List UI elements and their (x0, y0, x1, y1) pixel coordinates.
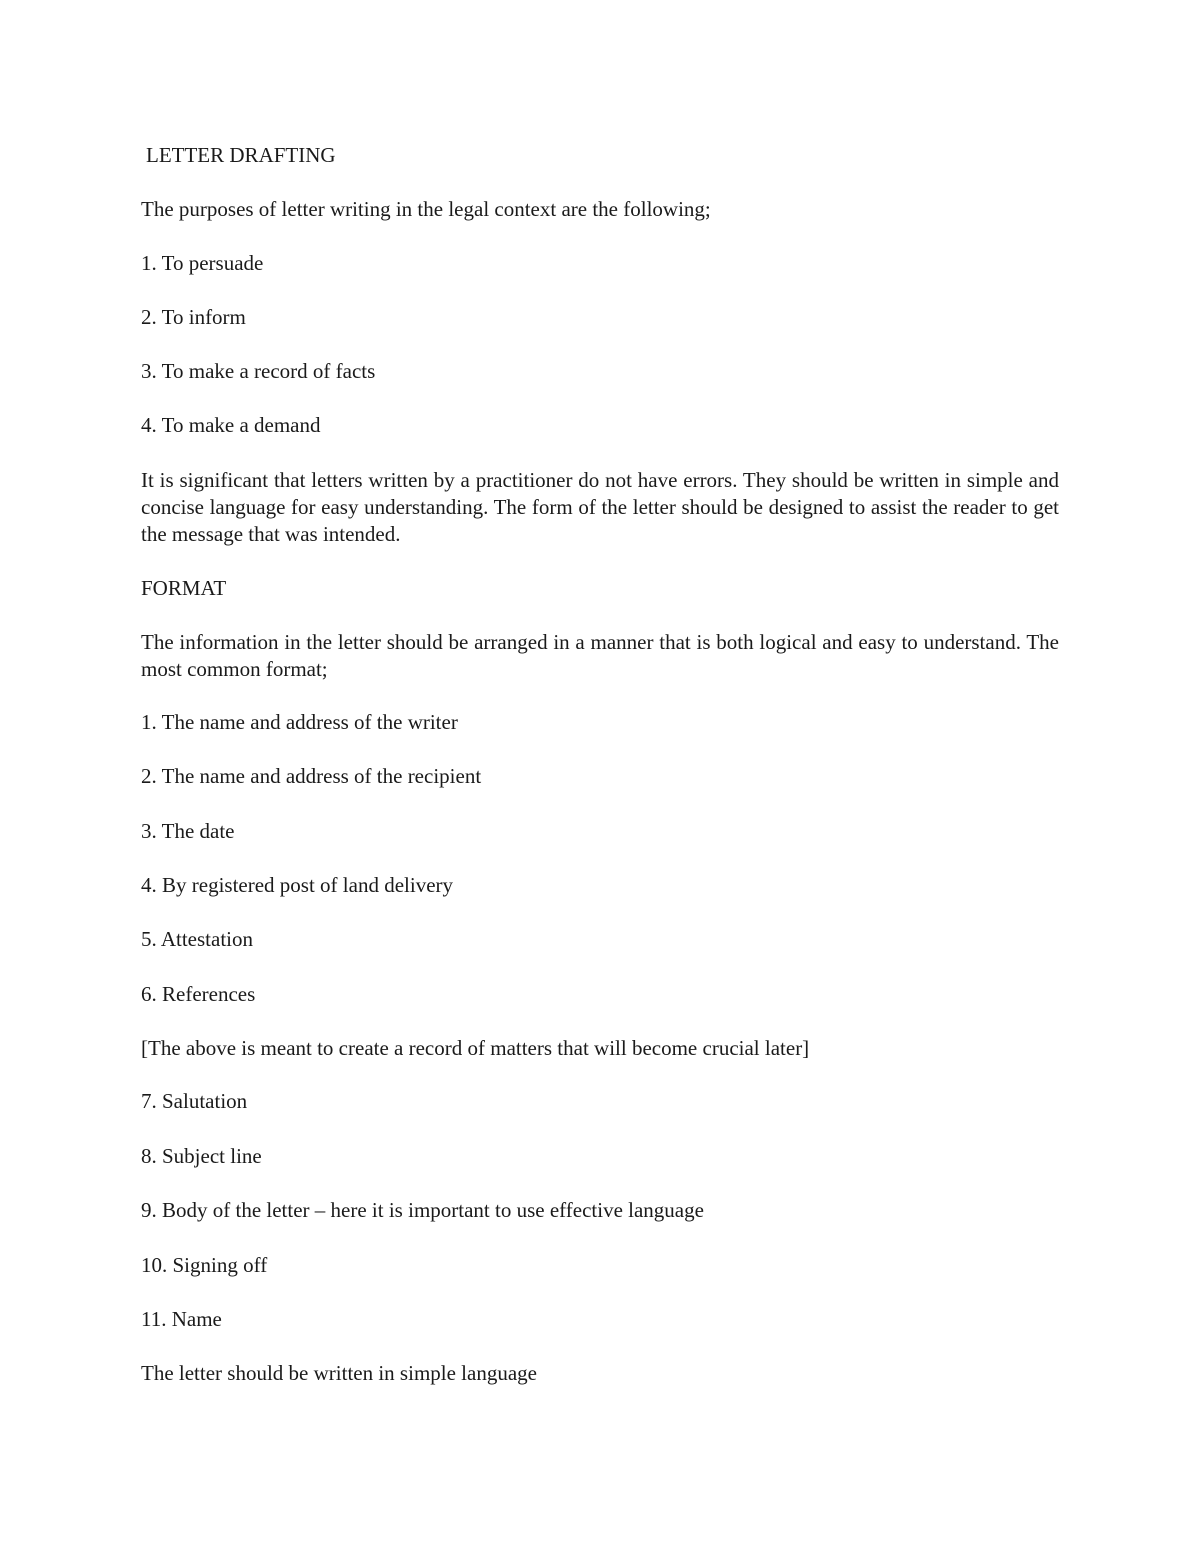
closing-line: The letter should be written in simple language (141, 1361, 537, 1385)
intro-paragraph: The purposes of letter writing in the legal context are the following; (141, 197, 711, 221)
format-item-9: 9. Body of the letter – here it is important to use effective language (141, 1198, 704, 1222)
format-item-2: 2. The name and address of the recipient (141, 764, 482, 788)
purpose-item-4: 4. To make a demand (141, 413, 321, 437)
significance-paragraph: It is significant that letters written by a practitioner do not have errors. They should be written in simple and concise language for easy understanding. The form of the letter should be designed to assist the reader to get the message that was intended. (141, 468, 1059, 546)
purpose-item-3: 3. To make a record of facts (141, 359, 376, 383)
purpose-item-2: 2. To inform (141, 305, 246, 329)
format-heading: FORMAT (141, 576, 227, 600)
format-item-10: 10. Signing off (141, 1253, 268, 1277)
format-item-7: 7. Salutation (141, 1089, 248, 1113)
document-title: LETTER DRAFTING (146, 143, 336, 167)
format-paragraph: The information in the letter should be arranged in a manner that is both logical and easy to understand. The most common format; (141, 630, 1059, 681)
format-item-11: 11. Name (141, 1307, 222, 1331)
format-item-8: 8. Subject line (141, 1144, 262, 1168)
format-item-4: 4. By registered post of land delivery (141, 873, 454, 897)
purpose-item-1: 1. To persuade (141, 251, 264, 275)
format-item-1: 1. The name and address of the writer (141, 710, 458, 734)
record-note: [The above is meant to create a record of matters that will become crucial later] (141, 1036, 810, 1060)
format-item-6: 6. References (141, 982, 256, 1006)
format-item-3: 3. The date (141, 819, 235, 843)
format-item-5: 5. Attestation (141, 927, 253, 951)
